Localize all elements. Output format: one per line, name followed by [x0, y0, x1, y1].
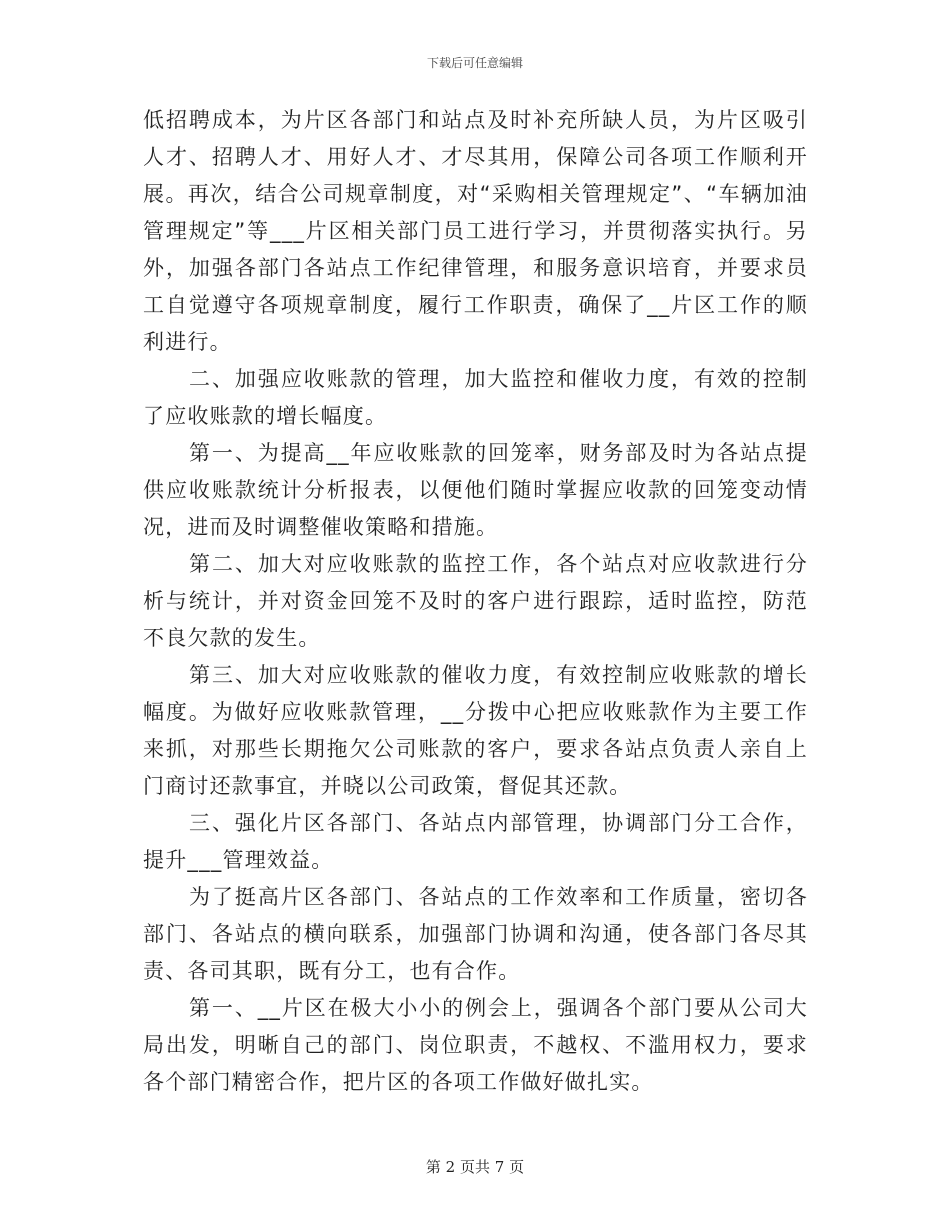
paragraph-item-1b: 第一、__片区在极大小小的例会上，强调各个部门要从公司大局出发，明晰自己的部门、岗位职责，不越权、不滥用权力，要求各个部门精密合作，把片区的各项工作做好做扎实。: [143, 996, 808, 1094]
paragraph-item-2: 第二、加大对应收账款的监控工作，各个站点对应收款进行分析与统计，并对资金回笼不及时的客户进行跟踪，适时监控，防范不良欠款的发生。: [143, 552, 808, 650]
paragraph-continued: 低招聘成本，为片区各部门和站点及时补充所缺人员，为片区吸引人才、招聘人才、用好人才、才尽其用，保障公司各项工作顺利开展。再次，结合公司规章制度，对“采购相关管理规定”、“车辆加油管理规定”等___片区相关部门员工进行学习，并贯彻落实执行。另外，加强各部门各站点工作纪律管理，和服务意识培育，并要求员工自觉遵守各项规章制度，履行工作职责，确保了__片区工作的顺利进行。: [143, 108, 808, 354]
paragraph-section-heading-3: 三、强化片区各部门、各站点内部管理，协调部门分工合作，提升___管理效益。: [143, 811, 808, 872]
paragraph-intro: 为了挺高片区各部门、各站点的工作效率和工作质量，密切各部门、各站点的横向联系，加强部门协调和沟通，使各部门各尽其责、各司其职，既有分工，也有合作。: [143, 885, 808, 983]
paragraph-section-heading-2: 二、加强应收账款的管理，加大监控和催收力度，有效的控制了应收账款的增长幅度。: [143, 367, 808, 428]
page-header: 下载后可任意编辑: [426, 56, 523, 70]
paragraph-item-3: 第三、加大对应收账款的催收力度，有效控制应收账款的增长幅度。为做好应收账款管理，__分拨中心把应收账款作为主要工作来抓，对那些长期拖欠公司账款的客户，要求各站点负责人亲自上门商讨还款事宜，并晓以公司政策，督促其还款。: [143, 663, 808, 798]
paragraph-item-1: 第一、为提高__年应收账款的回笼率，财务部及时为各站点提供应收账款统计分析报表，以便他们随时掌握应收款的回笼变动情况，进而及时调整催收策略和措施。: [143, 441, 808, 539]
page-footer: 第 2 页共 7 页: [425, 1158, 525, 1176]
document-body: [143, 102, 808, 1101]
